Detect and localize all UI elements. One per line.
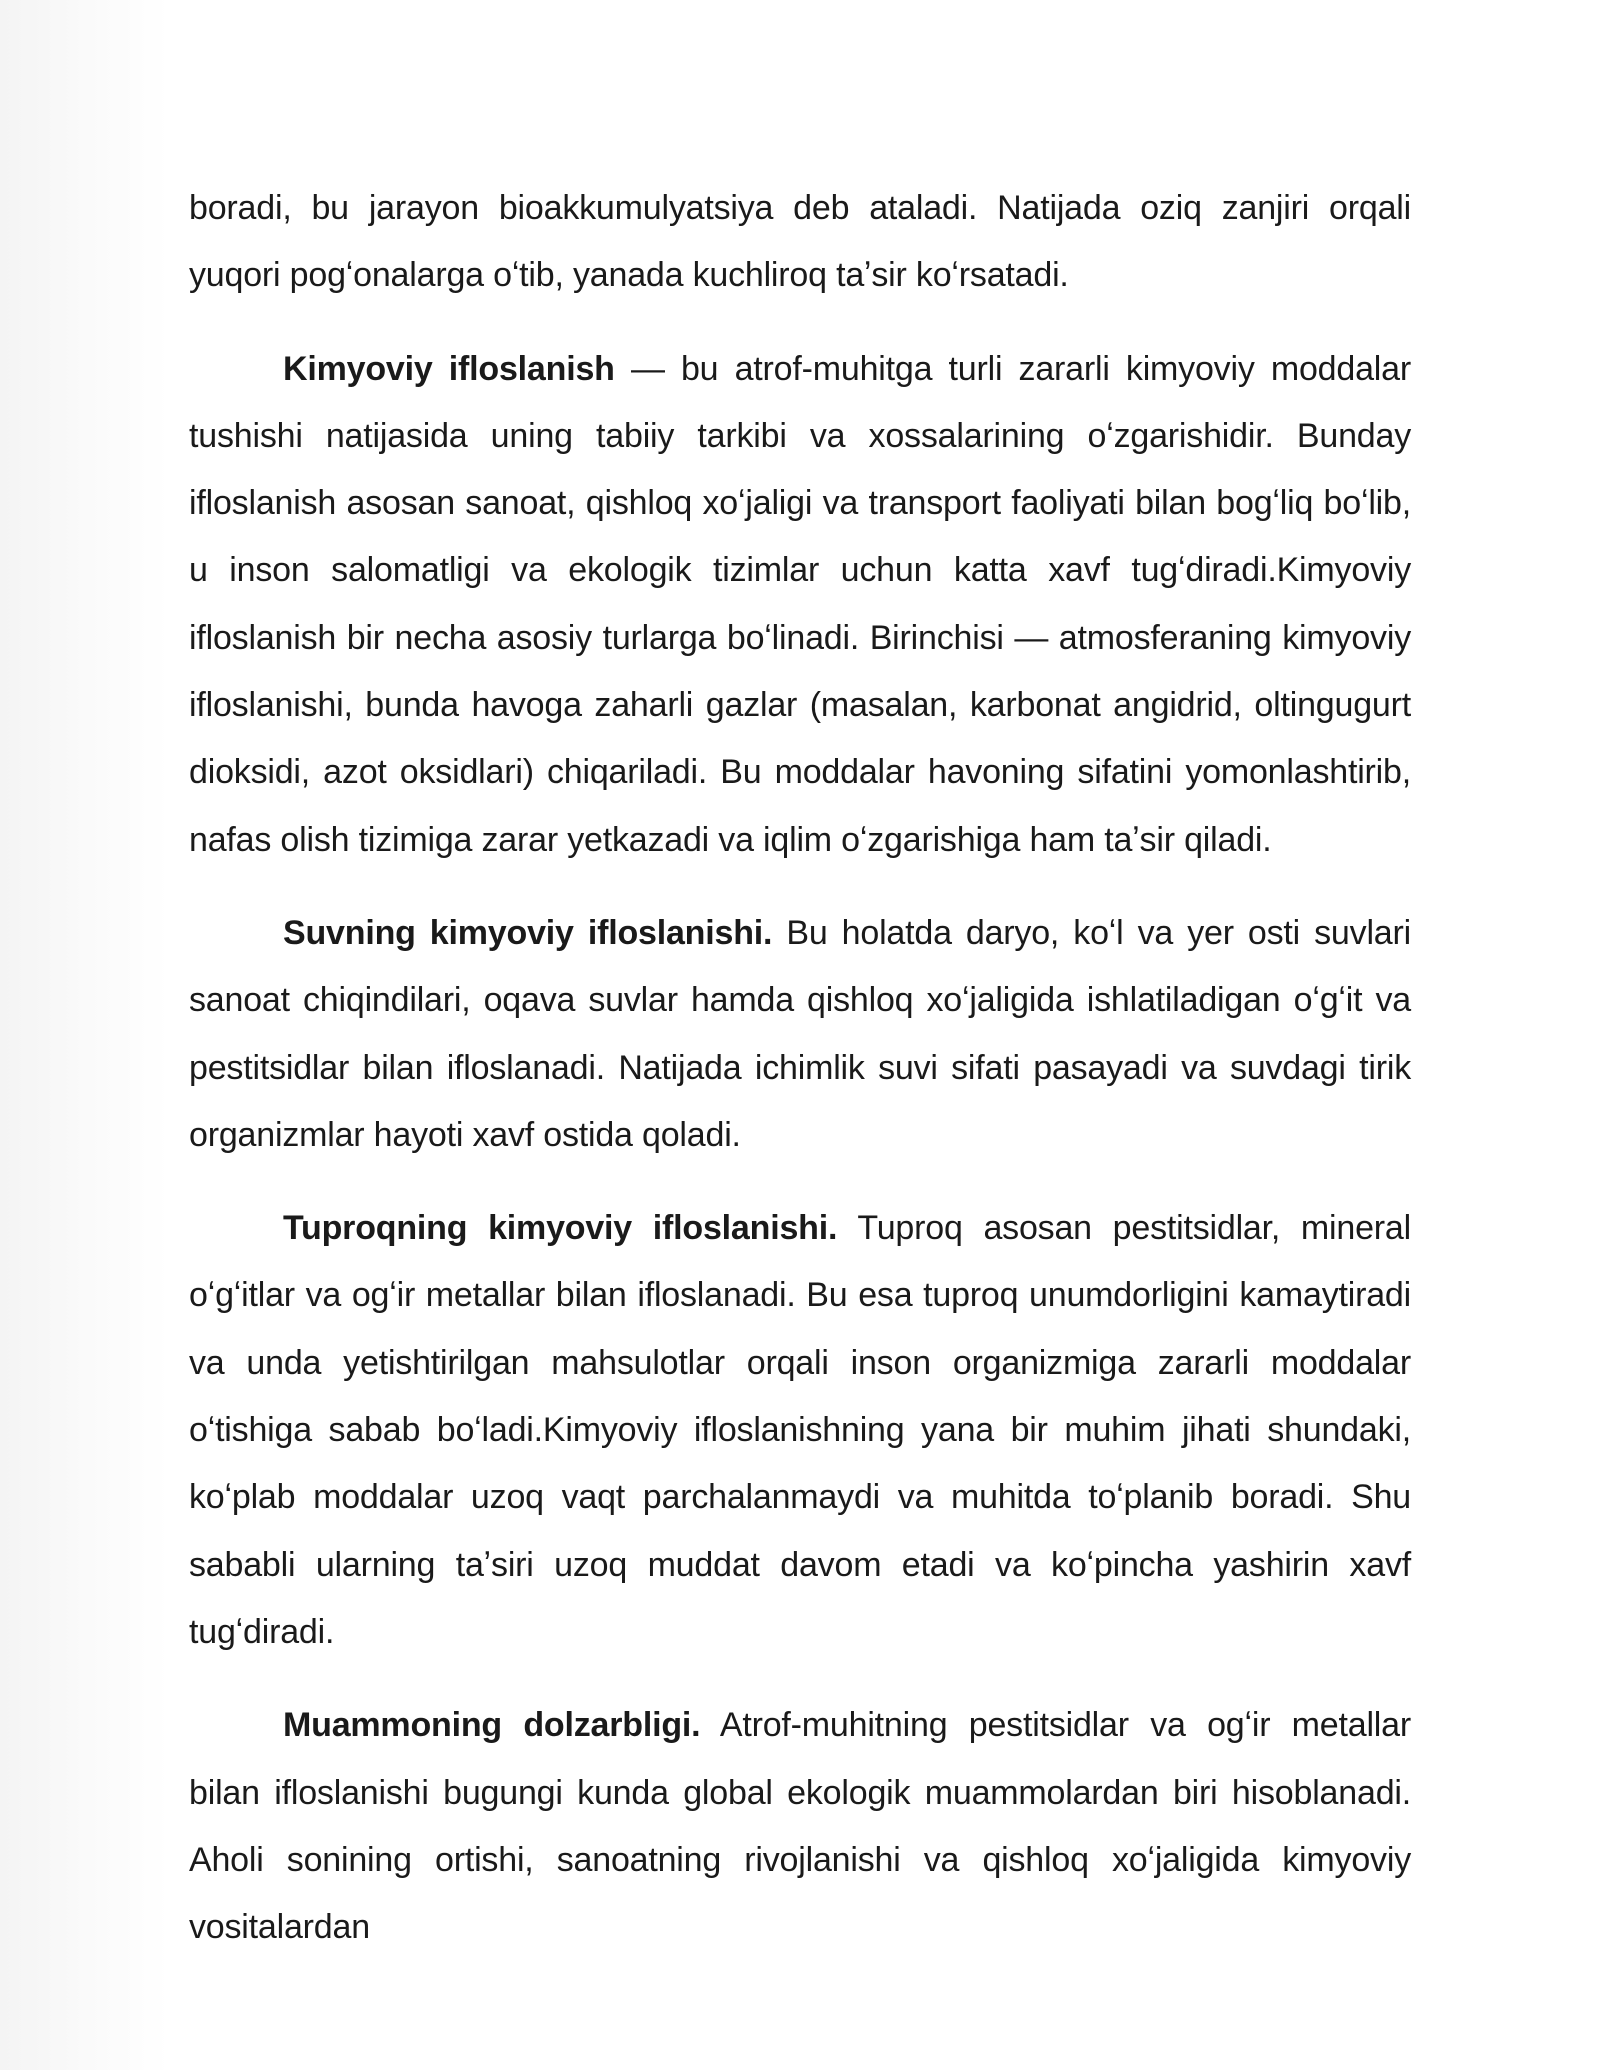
paragraph-text: Tuproq asosan pestitsidlar, mineral oʻgʻitlar va ogʻir metallar bilan ifloslanadi. Bu esa tuproq unumdorligini kamaytiradi va unda yetishtirilgan mahsulotlar orqali inson organizmiga zararli moddalar oʻtishiga sabab boʻladi.Kimyoviy ifloslanishning yana bir muhim jihati shundaki, koʻplab moddalar uzoq vaqt parchalanmaydi va muhitda toʻplanib boradi. Shu sababli ularning taʼsiri uzoq muddat davom etadi va koʻpincha yashirin xavf tugʻdiradi. xyxy=(189,1209,1411,1651)
page-left-shading xyxy=(0,0,170,2070)
paragraph-heading: Kimyoviy ifloslanish xyxy=(283,349,615,388)
paragraph-continuation xyxy=(189,175,1411,310)
paragraph-heading: Suvning kimyoviy ifloslanishi. xyxy=(283,913,773,952)
paragraph-heading: Muammoning dolzarbligi. xyxy=(283,1706,701,1745)
paragraph-relevance xyxy=(189,1692,1411,1961)
paragraph-soil-pollution xyxy=(189,1195,1411,1666)
paragraph-text: — bu atrof-muhitga turli zararli kimyoviy moddalar tushishi natijasida uning tabiiy tarkibi va xossalarining oʻzgarishidir. Bunday ifloslanish asosan sanoat, qishloq xoʻjaligi va transport faoliyati bilan bogʻliq boʻlib, u inson salomatligi va ekologik tizimlar uchun katta xavf tugʻdiradi.Kimyoviy ifloslanish bir necha asosiy turlarga boʻlinadi. Birinchisi — atmosferaning kimyoviy ifloslanishi, bunda havoga zaharli gazlar (masalan, karbonat angidrid, oltingugurt dioksidi, azot oksidlari) chiqariladi. Bu moddalar havoning sifatini yomonlashtirib, nafas olish tizimiga zarar yetkazadi va iqlim oʻzgarishiga ham taʼsir qiladi. xyxy=(189,349,1411,859)
paragraph-text: Atrof-muhitning pestitsidlar va ogʻir metallar bilan ifloslanishi bugungi kunda global ekologik muammolardan biri hisoblanadi. Aholi sonining ortishi, sanoatning rivojlanishi va qishloq xoʻjaligida kimyoviy vositalardan xyxy=(189,1706,1411,1947)
paragraph-text: Bu holatda daryo, koʻl va yer osti suvlari sanoat chiqindilari, oqava suvlar hamda qishloq xoʻjaligida ishlatiladigan oʻgʻit va pestitsidlar bilan ifloslanadi. Natijada ichimlik suvi sifati pasayadi va suvdagi tirik organizmlar hayoti xavf ostida qoladi. xyxy=(189,913,1411,1154)
paragraph-heading: Tuproqning kimyoviy ifloslanishi. xyxy=(283,1209,838,1248)
paragraph-text: boradi, bu jarayon bioakkumulyatsiya deb ataladi. Natijada oziq zanjiri orqali yuqori pogʻonalarga oʻtib, yanada kuchliroq taʼsir koʻrsatadi. xyxy=(189,189,1411,295)
paragraph-chemical-pollution xyxy=(189,336,1411,874)
paragraph-water-pollution xyxy=(189,900,1411,1169)
document-body xyxy=(189,175,1411,1987)
